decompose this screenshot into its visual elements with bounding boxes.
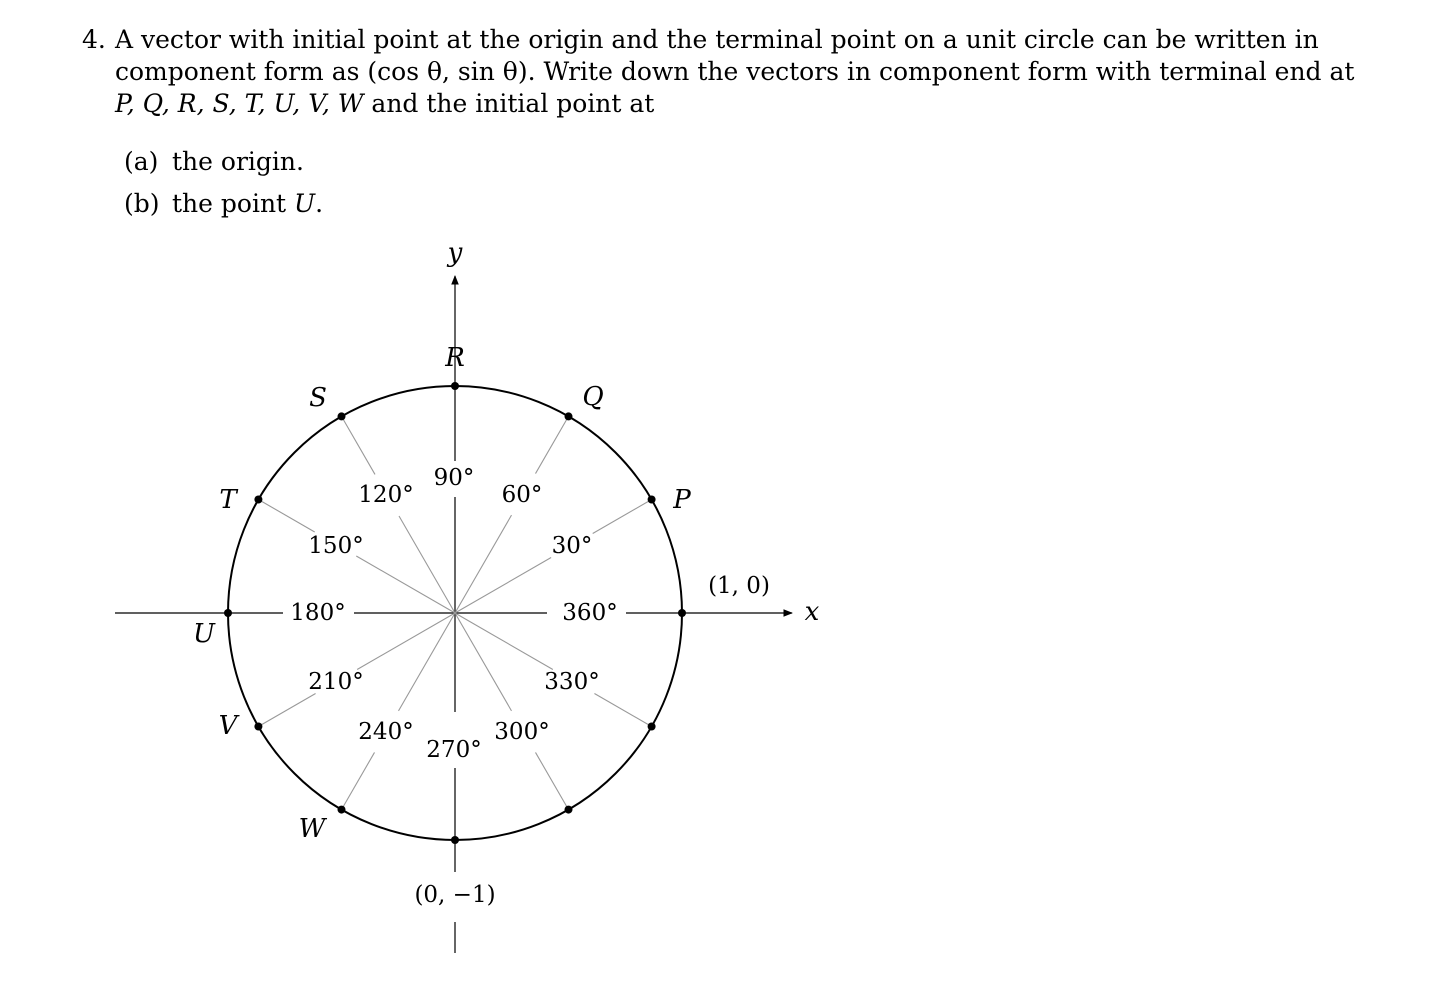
point-label-w: W [298,814,326,844]
problem-number: 4. [82,25,106,54]
point-label-r: R [445,343,465,373]
angle-label-30: 30° [551,533,593,559]
point-dot-120 [338,412,346,420]
point-dot-30 [648,496,656,504]
coord-label-bottom: (0, −1) [414,882,496,908]
part-b-label: (b) [124,189,160,218]
angle-label-330: 330° [544,669,600,695]
spoke-outer-30 [593,500,652,534]
problem-text-2: . Write down the vectors in component form with terminal end at [527,57,1355,86]
part-b-math: U [294,189,316,218]
spoke-outer-240 [342,752,375,809]
problem-text-3: and the initial point at [363,89,655,118]
point-label-u: U [193,619,215,649]
point-dot-300 [565,806,573,814]
spoke-inner-30 [455,558,551,614]
angle-label-240: 240° [358,719,414,745]
spoke-outer-300 [536,752,569,809]
point-label-v: V [218,711,238,741]
spoke-inner-330 [455,613,553,670]
part-a-text: the origin. [172,147,304,176]
point-label-s: S [309,383,327,413]
point-label-t: T [219,485,237,515]
point-dot-150 [254,496,262,504]
part-b-text: the point [172,189,295,218]
spoke-inner-240 [399,613,456,711]
point-dot-0 [678,609,686,617]
point-label-q: Q [582,382,604,412]
point-dot-270 [451,836,459,844]
spoke-inner-150 [356,556,455,613]
y-axis-label: y [447,238,463,268]
spoke-outer-120 [342,416,376,474]
spoke-inner-300 [455,613,512,711]
spoke-inner-210 [357,613,455,670]
spoke-outer-60 [536,416,569,473]
spoke-inner-120 [399,516,455,613]
angle-label-300: 300° [494,719,550,745]
part-a-label: (a) [124,147,159,176]
point-list: P, Q, R, S, T, U, V, W [115,89,364,118]
coord-label-right: (1, 0) [708,573,770,599]
x-axis-label: x [804,597,820,627]
spoke-outer-210 [258,694,315,727]
figure-labels [193,238,820,908]
point-dot-90 [451,382,459,390]
component-form: (cos θ, sin θ) [367,57,528,86]
part-b-suffix: . [315,189,324,218]
spoke-inner-60 [455,515,512,613]
problem-text-1: A vector with initial point at the origin and the terminal point on a unit circle can be written in component form as [115,25,1319,86]
point-dot-330 [648,723,656,731]
angle-label-270: 270° [426,737,482,763]
spoke-outer-150 [258,500,314,533]
point-dot-60 [565,412,573,420]
angle-label-90: 90° [433,465,475,491]
point-dot-210 [254,723,262,731]
angle-label-150: 150° [308,533,364,559]
angle-label-120: 120° [358,482,414,508]
angle-label-360: 360° [562,600,618,626]
angle-label-60: 60° [501,482,543,508]
angle-label-210: 210° [308,669,364,695]
point-dot-240 [338,806,346,814]
spoke-outer-330 [594,694,651,727]
point-label-p: P [673,485,691,515]
angle-label-180: 180° [290,600,346,626]
point-dot-180 [224,609,232,617]
